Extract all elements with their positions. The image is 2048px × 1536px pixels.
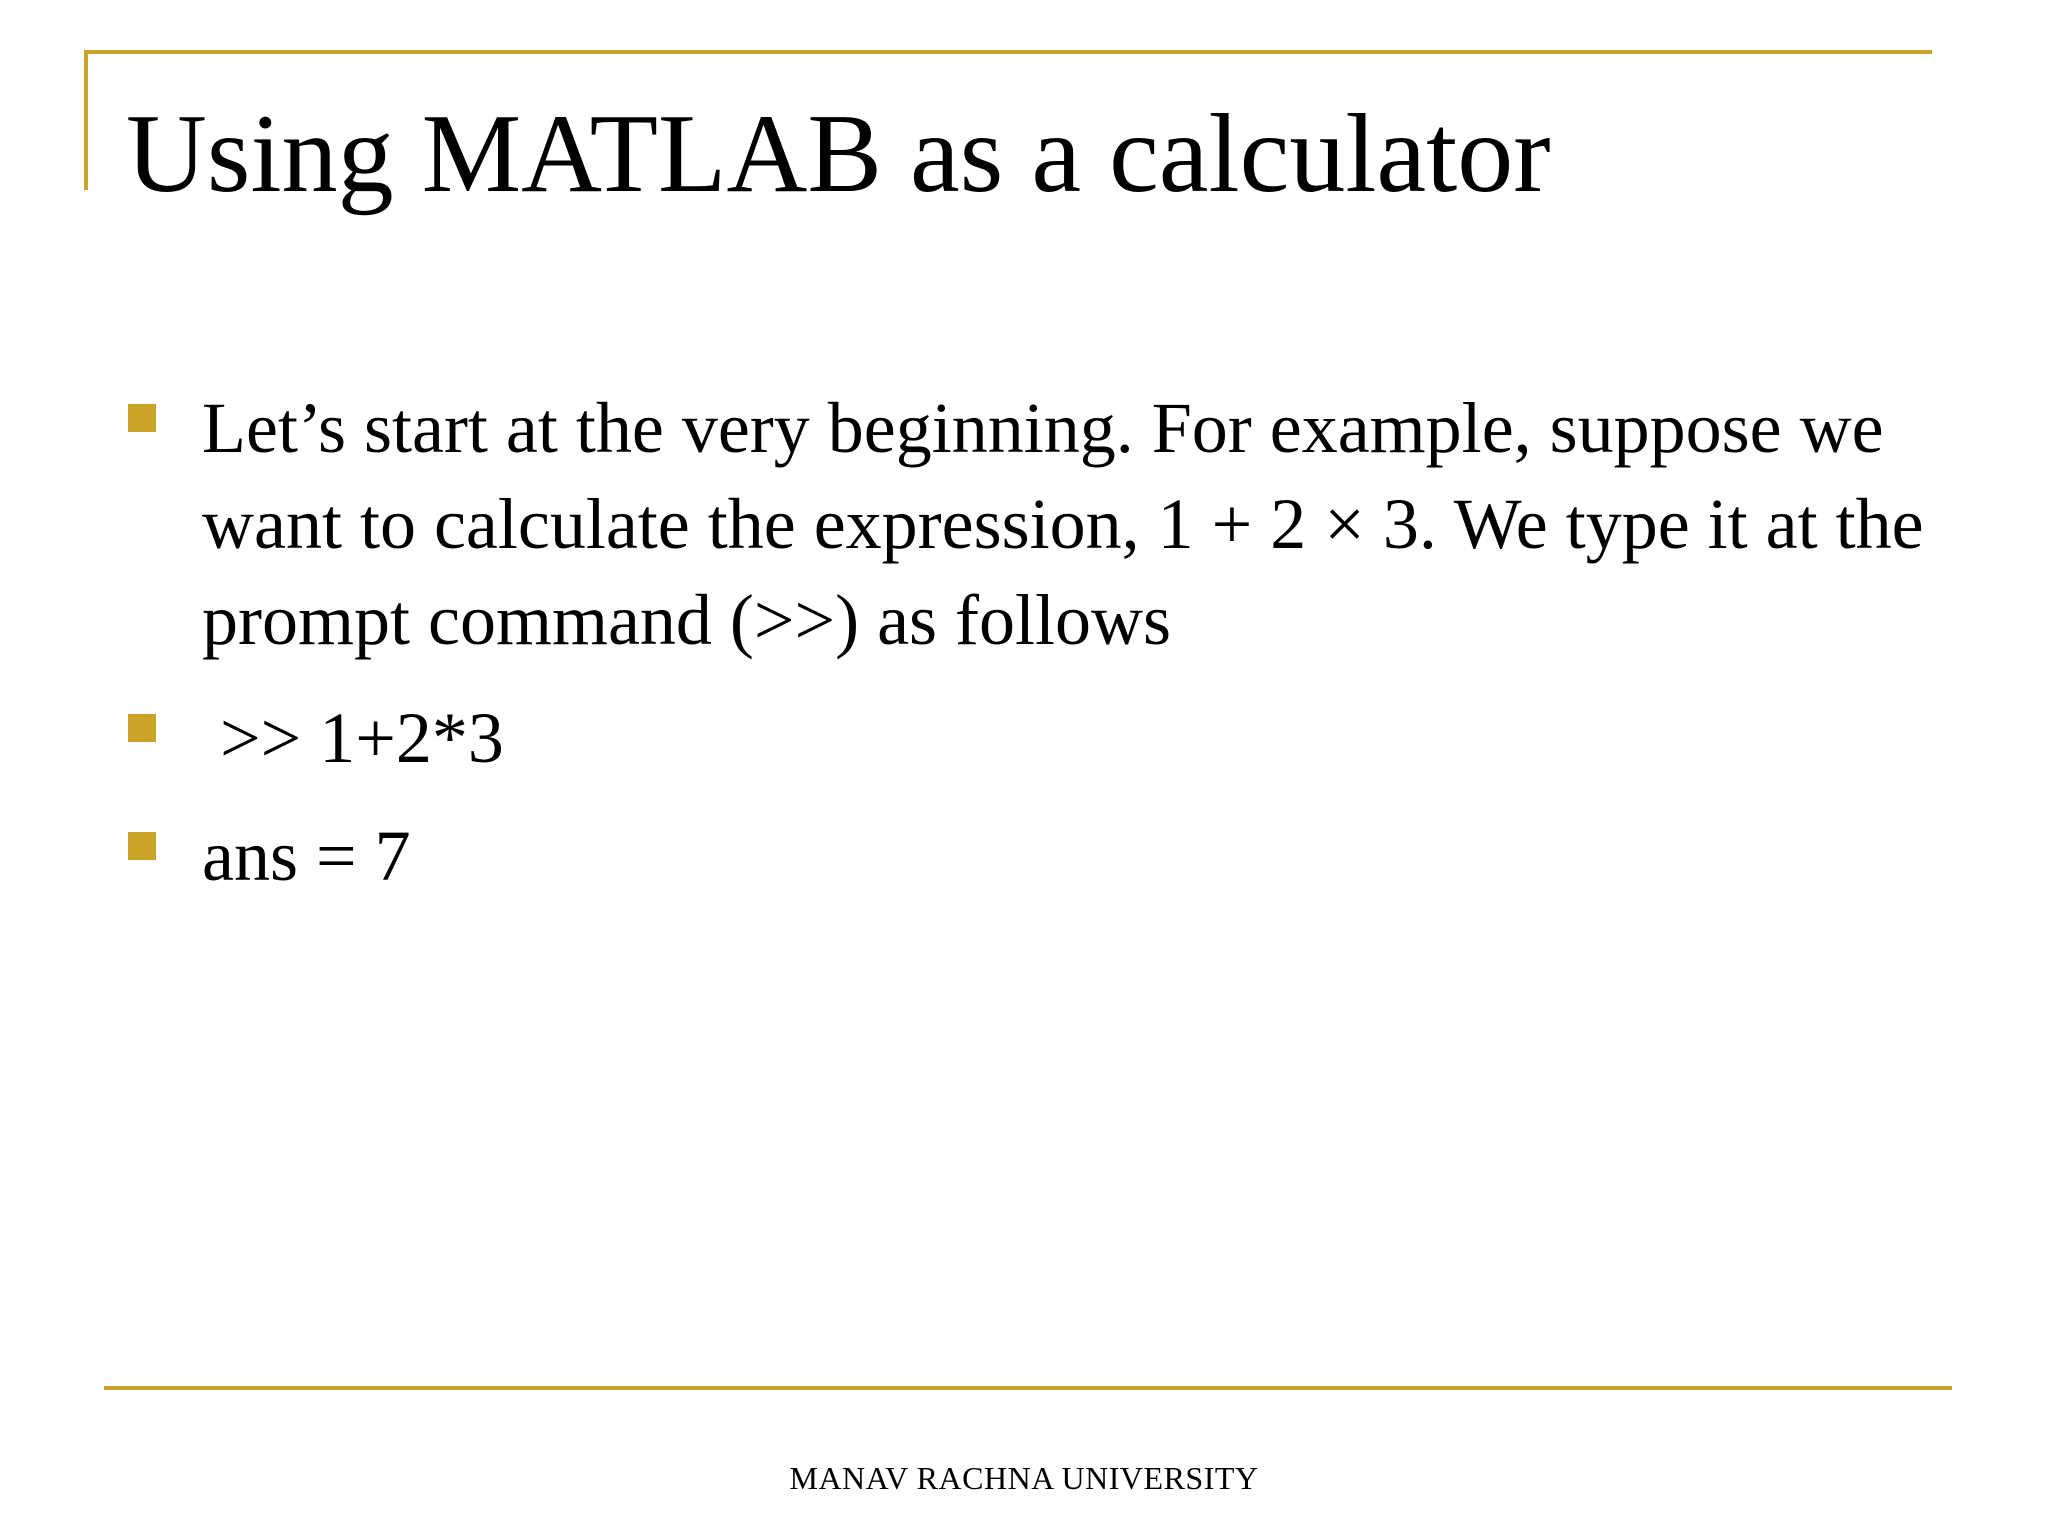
footer-text: MANAV RACHNA UNIVERSITY: [789, 1460, 1259, 1496]
top-border-line: [84, 50, 1932, 54]
bullet-item: [126, 808, 1926, 904]
square-bullet-icon: [128, 404, 156, 432]
left-border-line: [84, 50, 88, 190]
square-bullet-icon: [128, 714, 156, 742]
bottom-border-line: [104, 1386, 1952, 1390]
bullet-text: ans = 7: [202, 816, 411, 896]
bullet-item: [126, 690, 1926, 786]
bullet-text: >> 1+2*3: [202, 698, 504, 778]
square-bullet-icon: [128, 832, 156, 860]
bullet-item: [126, 380, 1942, 668]
bullet-text: Let’s start at the very beginning. For example, suppose we want to calculate the expression, 1 + 2 × 3. We type it at the prompt command (>>) as follows: [202, 388, 1942, 660]
slide-title: Using MATLAB as a calculator: [126, 92, 1551, 216]
bullet-list: [126, 380, 1942, 926]
